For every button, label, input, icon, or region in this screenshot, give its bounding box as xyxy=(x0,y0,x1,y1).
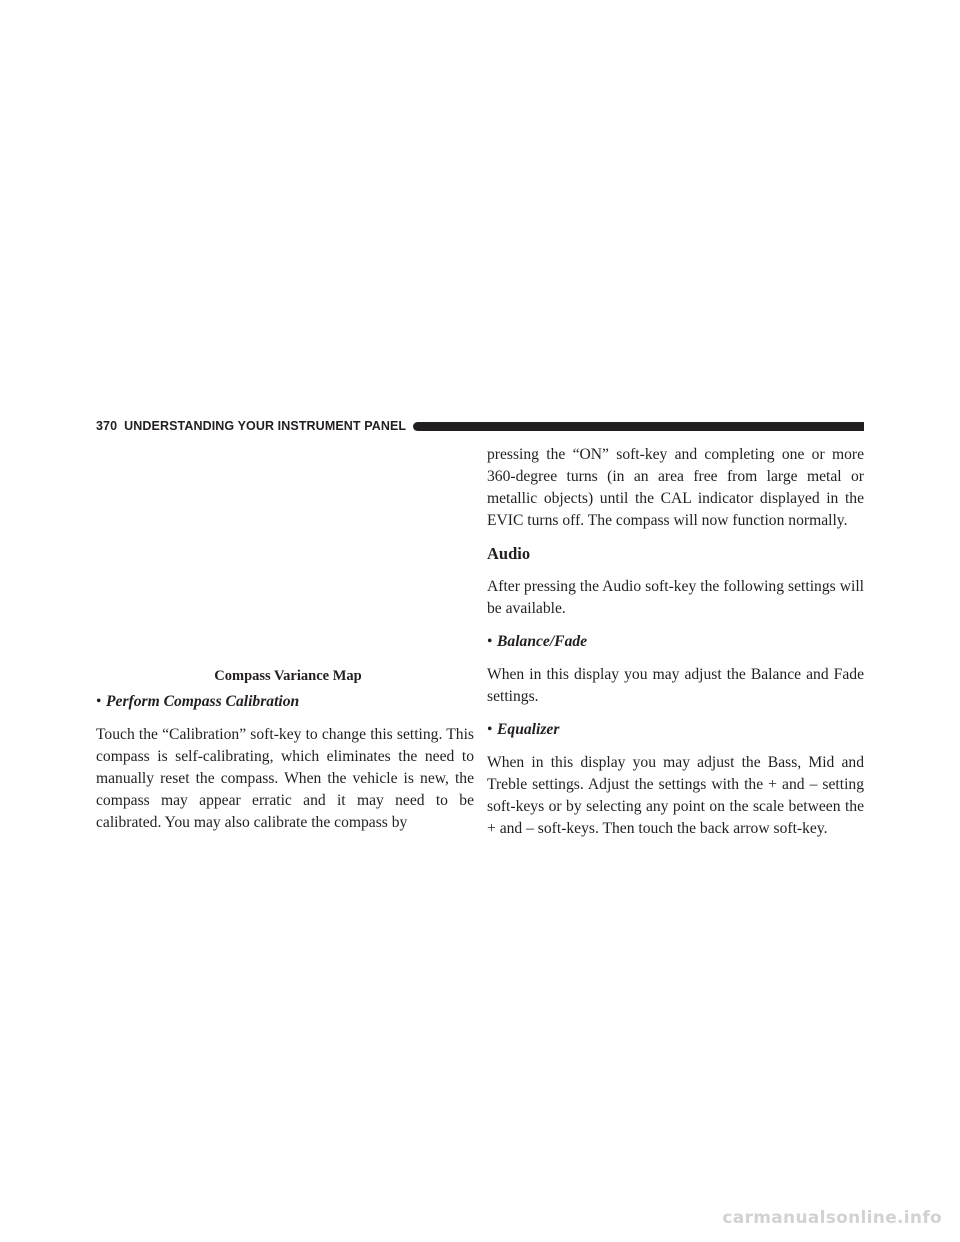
section-title: UNDERSTANDING YOUR INSTRUMENT PANEL xyxy=(124,419,407,433)
bullet-label: Equalizer xyxy=(497,721,560,738)
bullet-icon: • xyxy=(96,693,102,710)
page-number: 370 xyxy=(96,419,118,433)
right-column xyxy=(487,444,864,840)
audio-paragraph: After pressing the Audio soft-key the following settings will be available. xyxy=(487,578,864,617)
equalizer-paragraph: When in this display you may adjust the Bass, Mid and Treble settings. Adjust the settings with the + and – setting soft-keys or by selecting any point on the scale between the + and – soft-keys. Then touch the back arrow soft-key. xyxy=(487,754,864,837)
header-rule xyxy=(413,422,864,431)
bullet-equalizer xyxy=(487,719,864,741)
bullet-label: Balance/Fade xyxy=(497,633,588,650)
left-column xyxy=(96,667,474,834)
figure-caption: Compass Variance Map xyxy=(214,668,362,684)
bullet-icon: • xyxy=(487,633,493,650)
balance-paragraph: When in this display you may adjust the Balance and Fade settings. xyxy=(487,666,864,705)
audio-heading: Audio xyxy=(487,544,531,563)
bullet-perform-compass-calibration xyxy=(96,691,474,713)
calibration-paragraph-continued: pressing the “ON” soft-key and completing one or more 360-degree turns (in an area free from large metal or metallic objects) until the CAL indicator displayed in the EVIC turns off. The compass will now function normally. xyxy=(487,446,864,529)
calibration-paragraph: Touch the “Calibration” soft-key to change this setting. This compass is self-calibrating, which eliminates the need to manually reset the compass. When the vehicle is new, the compass may appear erratic and it may need to be calibrated. You may also calibrate the compass by xyxy=(96,726,474,831)
bullet-balance-fade xyxy=(487,631,864,653)
watermark: carmanualsonline.info xyxy=(722,1208,942,1228)
bullet-label: Perform Compass Calibration xyxy=(106,693,300,710)
page-header xyxy=(96,418,864,434)
bullet-icon: • xyxy=(487,721,493,738)
